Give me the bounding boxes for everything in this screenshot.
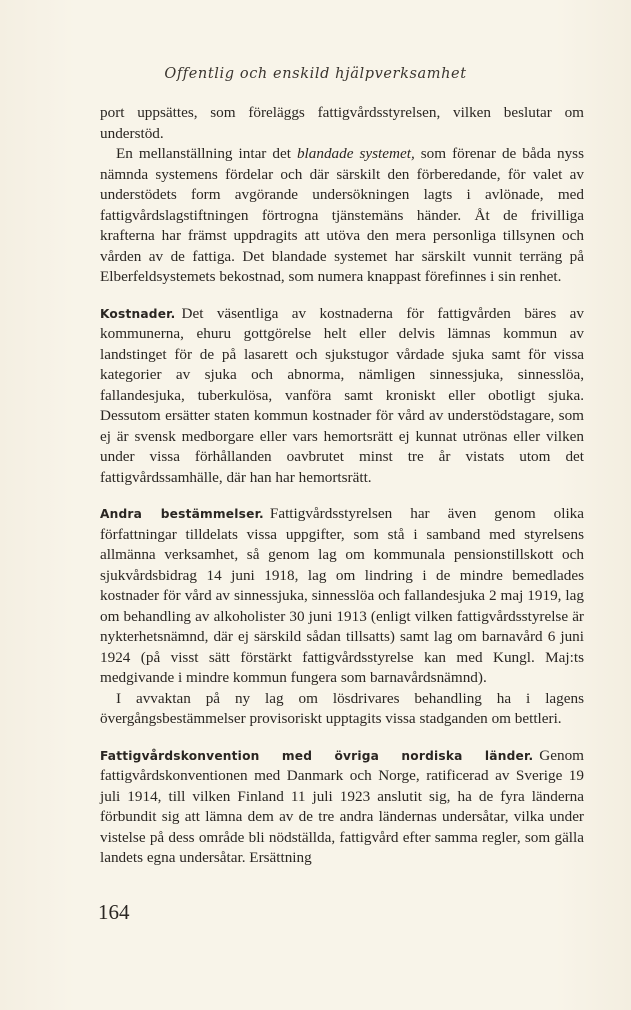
section-heading: Kostnader.: [100, 306, 176, 321]
section-fattigvardskonvention: [100, 746, 584, 869]
paragraph-text: som förenar de båda nyss nämnda systemens fördelar och där särskilt den förberedande, för valet av understödets form avgörande undersökningen lagts i avlönade, med fattigvårdslagstiftningen förtrogna tjänstemäns händer. Åt de frivilliga krafterna har främst uppdragits att utöva den mera personliga tillsynen och vården av de fattiga. Det blandade systemet har särskilt vunnit terräng på Elberfeldsystemets bekostnad, som numera knappast förefinnes i sin renhet.: [100, 145, 584, 285]
emphasis-term: blandade systemet,: [296, 145, 415, 162]
paragraph-continuation: port uppsättes, som föreläggs fattigvårdsstyrelsen, vilken beslutar om understöd.: [100, 104, 584, 142]
section-andra-bestammelser: [100, 504, 584, 689]
paragraph-blandade-systemet: [100, 144, 584, 288]
section-heading: Andra bestämmelser.: [100, 507, 264, 521]
running-head: Offentlig och enskild hjälpverksamhet: [164, 66, 467, 82]
page-number: 164: [98, 900, 130, 924]
section-text: Genom fattigvårdskonventionen med Danmark och Norge, ratificerad av Sverige 19 juli 1914, till vilken Finland 11 juli 1923 anslutit sig, ha de fyra länderna förbundit sig att lämna dem av de tre andra ländernas undersåtar, vilka under vistelse på dess område bli nödställda, fattigvård efter samma regler, som gälla landets egna undersåtar. Ersättning: [100, 746, 584, 866]
paragraph-text: En mellanställning intar det: [116, 145, 297, 162]
body-text: [100, 103, 584, 869]
section-text: Det väsentliga av kostnaderna för fattigvården bäres av kommunerna, ehuru gottgörelse helt eller delvis lämnas kommun av landstinget för de på lasarett och sjukstugor vårdade sjuka samt för vissa kategorier av sjuka och abnorma, nämligen sinnessjuka, sinnesslöa, fallandesjuka, tuberkulösa, vanföra samt kroniskt eller obotligt sjuka. Dessutom ersätter staten kommun kostnader för vård av understödstagare, som ej är svensk medborgare eller vars hemortsrätt ej kunnat utrönas eller vilken under vissa förhållanden oavbrutet minst tre år vistats utom det fattigvårdssamhälle, där han har hemortsrätt.: [100, 304, 584, 486]
section-text: Fattigvårdsstyrelsen har även genom olika författningar tilldelats vissa uppgifter, som stå i samband med styrelsens allmänna verksamhet, så genom lag om kommunala pensionstillskott och sjukvårdsbidrag 14 juni 1918, lag om lindring i de mindre bemedlades kostnader för vård av sinnessjuka, sinnesslöa och fallandesjuka 2 maj 1919, lag om behandling av alkoholister 30 juni 1913 (enligt vilken fattigvårdsstyrelse är nykterhetsnämnd, där ej särskild sådan tillsatts) samt lag om barnavård 6 juni 1924 (på visst sätt förstärkt fattigvårdsstyrelse kan med Kungl. Maj:ts medgivande i mindre kommun fungera som barnavårdsnämnd).: [100, 505, 585, 686]
section-heading: Fattigvårdskonvention med övriga nordiska länder.: [100, 748, 534, 763]
paragraph-losdrivare: I avvaktan på ny lag om lösdrivares behandling ha i lagens övergångsbestämmelser provisoriskt upptagits vissa stadganden om bettleri.: [100, 689, 584, 727]
section-kostnader: [100, 304, 584, 489]
